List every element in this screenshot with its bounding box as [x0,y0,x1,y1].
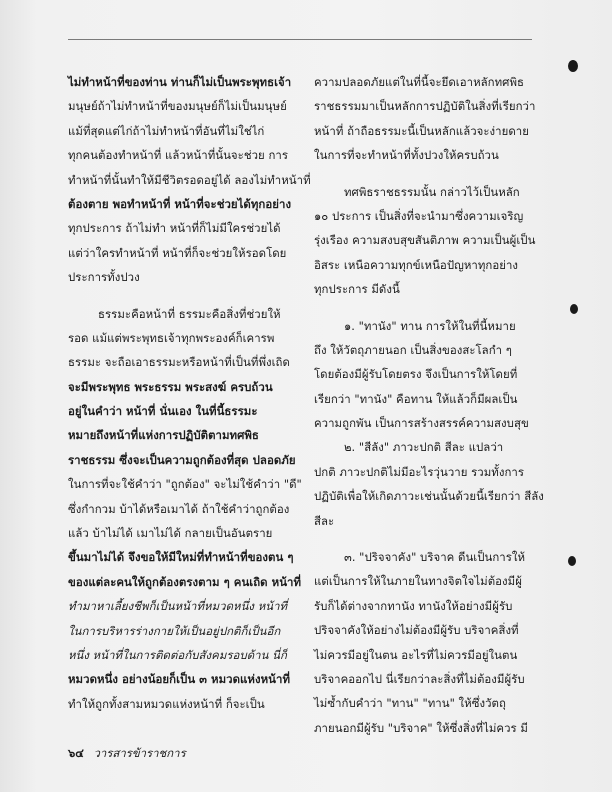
scan-mark [568,556,576,566]
text-line: ๑. "ทานัง" ทาน การให้ในที่นี้หมาย [344,318,516,333]
text-line: ปริจจาคังให้อย่างไม่ต้องมีผู้รับ บริจาคสิ่งที่ [314,623,519,638]
text-line: ความถูกพัน เป็นการสร้างสรรค์ความสงบสุข [314,416,529,431]
text-line: ปกติ ภาวะปกติไม่มีอะไรวุ่นวาย รวมทั้งการ [314,464,525,479]
text-line: ปฏิบัติเพื่อให้เกิดภาวะเช่นนั้นด้วยนี้เรียกว่า สีลัง [314,489,544,504]
text-line: ในการที่จะใช้คำว่า "ถูกต้อง" จะไม่ใช้คำว่า "ดี" [68,477,302,492]
text-line: ไม่ควรมีอยู่ในตน อะไรที่ไม่ควรมีอยู่ในตน [314,647,518,662]
page-footer [68,743,186,763]
text-line: แต่ว่าใครทำหน้าที่ หน้าที่ก็จะช่วยให้รอดโดย [68,245,287,260]
text-line: บริจาคออกไป นี่เรียกว่าละสิ่งที่ไม่ต้องมีผู้รับ [314,671,525,686]
text-line: มนุษย์ถ้าไม่ทำหน้าที่ของมนุษย์ก็ไม่เป็นมนุษย์ [68,99,287,114]
text-line: ทุกประการ มีดังนี้ [314,282,400,297]
text-line: โดยต้องมีผู้รับโดยตรง จึงเป็นการให้โดยที่ [314,367,518,382]
header-rule [68,39,532,40]
text-line: แม้ที่สุดแต่ไก่ถ้าไม่ทำหน้าที่อันที่ไม่ใช่ไก่ [68,123,265,138]
text-line: ทำมาหาเลี้ยงชีพก็เป็นหน้าที่หมวดหนึ่ง หน้าที่ [68,599,288,614]
text-line: เรียกว่า "ทานัง" คือทาน ให้แล้วก็มีผลเป็น [314,391,518,406]
text-line: ทุกคนต้องทำหน้าที่ แล้วหน้าที่นั้นจะช่วย การ [68,148,289,163]
text-line: รับก็ได้ต่างจากทานัง ทานังให้อย่างมีผู้รับ [314,598,513,613]
text-line: แล้ว บ้าไม่ได้ เมาไม่ได้ กลายเป็นอันตราย [68,526,273,541]
scan-mark [570,304,578,314]
text-line: ราชธรรม ซึ่งจะเป็นความถูกต้องที่สุด ปลอดภัย [68,452,296,467]
text-line: รอด แม้แต่พระพุทธเจ้าทุกพระองค์ก็เคารพ [68,330,275,345]
text-line: ประการทั้งปวง [68,270,140,285]
scan-mark [568,60,578,72]
text-line: ไม่ซ้ำกับคำว่า "ทาน" "ทาน" ให้ซึ่งวัตถุ [314,696,506,711]
text-line: รุ่งเรือง ความสงบสุขสันติภาพ ความเป็นผู้เป็น [314,233,536,248]
text-line: หมายถึงหน้าที่แห่งการปฏิบัติตามทศพิธ [68,428,259,443]
text-line: ทุกประการ ถ้าไม่ทำ หน้าที่ก็ไม่มีใครช่วยได้ [68,221,281,236]
text-line: ภายนอกมีผู้รับ "บริจาค" ให้ซึ่งสิ่งที่ไม่ควร มี [314,720,528,735]
text-line: ในการที่จะทำหน้าที่ทั้งปวงให้ครบถ้วน [314,148,499,163]
text-line: อิสระ เหนือความทุกข์เหนือปัญหาทุกอย่าง [314,257,519,272]
text-line: แต่เป็นการให้ในภายในทางจิตใจไม่ต้องมีผู้ [314,574,522,589]
text-line: ไม่ทำหน้าที่ของท่าน ท่านก็ไม่เป็นพระพุทธเจ้า [68,75,292,89]
right-column [314,70,544,740]
text-line: ราชธรรมมาเป็นหลักการปฏิบัติในสิ่งที่เรียกว่า [314,99,536,114]
text-line: ความปลอดภัยแต่ในที่นี้จะยึดเอาหลักทศพิธ [314,75,525,89]
left-column [68,70,311,716]
text-line: สีละ [314,513,335,528]
text-line: จะมีพระพุทธ พระธรรม พระสงฆ์ ครบถ้วน [68,379,273,394]
text-line: ธรรมะ จะถือเอาธรรมะหรือหน้าที่เป็นที่พึ่งเถิด [68,355,290,370]
text-line: ทำหน้าที่นั้นทำให้มีชีวิตรอดอยู่ได้ ลองไม่ทำหน้าที่ [68,172,311,187]
text-line: ของแต่ละคนให้ถูกต้องตรงตาม ๆ คนเถิด หน้าที่ [68,574,302,589]
text-line: ทศพิธราชธรรมนั้น กล่าวไว้เป็นหลัก [344,184,520,199]
text-line: ซึ่งกำกวม บ้าได้หรือเมาได้ ถ้าใช้คำว่าถูกต้อง [68,501,290,516]
text-line: ถึง ให้วัตถุภายนอก เป็นสิ่งของสะโลกำ ๆ [314,342,512,357]
text-line: ต้องตาย พอทำหน้าที่ หน้าที่จะช่วยได้ทุกอย่าง [68,196,292,211]
text-line: หมวดหนึ่ง อย่างน้อยก็เป็น ๓ หมวดแห่งหน้าที่ [68,672,291,687]
text-line: ทำให้ถูกทั้งสามหมวดแห่งหน้าที่ ก็จะเป็น [68,696,265,711]
text-line: หนึ่ง หน้าที่ในการติดต่อกับสังคมรอบด้าน นี่ก็ [68,647,287,662]
text-line: ขึ้นมาไม่ได้ จึงขอให้มีใหม่ที่ทำหน้าที่ของตน ๆ [68,550,294,565]
text-line: ในการบริหารร่างกายให้เป็นอยู่ปกติก็เป็นอีก [68,623,281,638]
text-line: ๓. "ปริจจาคัง" บริจาค ดีนเป็นการให้ [344,550,526,565]
text-line: อยู่ในคำว่า หน้าที่ นั่นเอง ในที่นี้ธรรมะ [68,404,258,419]
page-number: ๖๔ [68,746,84,760]
magazine-title: วารสารข้าราชการ [93,746,186,760]
text-line: ๑๐ ประการ เป็นสิ่งที่จะนำมาซึ่งความเจริญ [314,208,524,223]
text-line: หน้าที่ ถ้าถือธรรมะนี้เป็นหลักแล้วจะง่ายดาย [314,123,529,138]
text-line: ๒. "สีลัง" ภาวะปกติ สีละ แปลว่า [344,440,504,455]
text-line: ธรรมะคือหน้าที่ ธรรมะคือสิ่งที่ช่วยให้ [98,306,281,321]
